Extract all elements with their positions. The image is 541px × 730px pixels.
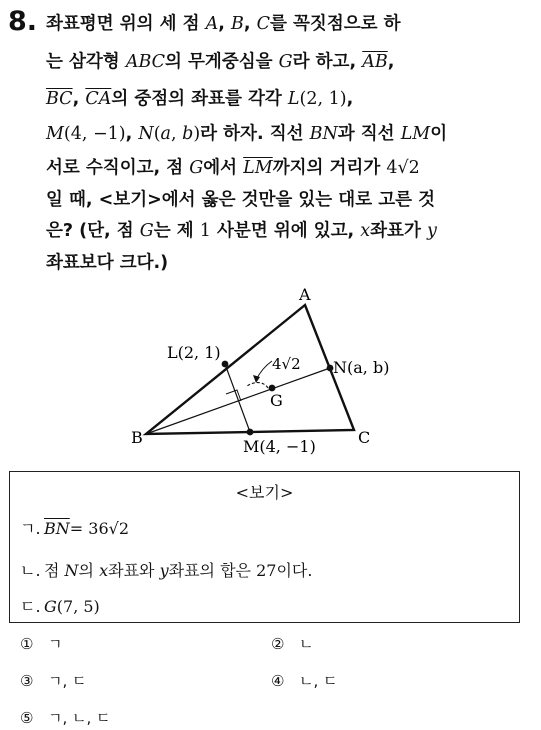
text-segment: , xyxy=(346,89,354,109)
text-segment: 은? (단, 점 xyxy=(46,221,140,241)
bogi-item-label: ㄴ. xyxy=(20,561,41,580)
math-symbol: G xyxy=(278,52,293,72)
text-segment: 의 xyxy=(78,561,100,580)
choice-text: ㄴ xyxy=(299,635,314,653)
math-symbol: L xyxy=(287,89,300,109)
point-l xyxy=(222,361,229,368)
bogi-item xyxy=(20,558,312,581)
bogi-item-label: ㄱ. xyxy=(20,519,41,538)
text-segment: 는 제 xyxy=(153,221,200,241)
math-symbol: x xyxy=(99,561,109,580)
right-angle-mark xyxy=(226,390,241,401)
text-segment: 는 삼각형 xyxy=(46,52,126,72)
math-number: (4, −1) xyxy=(63,124,126,144)
math-symbol: A xyxy=(205,14,219,34)
label-m: M(4, −1) xyxy=(243,437,316,456)
math-number: ( xyxy=(153,124,161,144)
text-segment: , xyxy=(387,52,395,72)
text-segment: , xyxy=(243,14,257,34)
distance-arc xyxy=(246,383,268,388)
choice-number: ④ xyxy=(271,672,285,690)
math-symbol: C xyxy=(256,14,271,34)
choice-text: ㄱ, ㄴ, ㄷ xyxy=(48,709,111,727)
text-segment: 좌표보다 크다.) xyxy=(46,253,169,273)
text-segment: 의 중점의 좌표를 각각 xyxy=(111,89,288,109)
math-symbol: y xyxy=(426,221,437,241)
text-segment: 를 꼭짓점으로 하 xyxy=(270,14,401,34)
choice-text: ㄱ xyxy=(48,635,63,653)
math-symbol: M xyxy=(46,124,64,144)
math-number: ) xyxy=(193,124,201,144)
text-segment: 이 xyxy=(430,124,448,144)
choice-3[interactable] xyxy=(20,670,87,691)
text-segment: , xyxy=(218,14,232,34)
label-b: B xyxy=(131,428,143,447)
text-segment: 에서 xyxy=(203,158,244,178)
point-m xyxy=(247,429,254,436)
math-number: (7, 5) xyxy=(56,597,100,616)
text-segment: 까지의 거리가 xyxy=(272,158,387,178)
label-c: C xyxy=(358,428,371,447)
math-symbol: ABC xyxy=(125,52,166,72)
text-segment: 좌표의 합은 27이다. xyxy=(168,561,313,580)
bogi-item xyxy=(20,516,129,539)
math-symbol: N xyxy=(64,561,79,580)
label-a: A xyxy=(299,285,311,304)
bogi-item xyxy=(20,594,100,617)
segment-symbol: $\overline{AB}$ xyxy=(362,52,388,72)
math-symbol: BN xyxy=(309,124,338,144)
math-symbol: N xyxy=(138,124,154,144)
choice-number: ⑤ xyxy=(20,709,34,727)
bogi-item-label: ㄷ. xyxy=(20,597,41,616)
text-segment: , xyxy=(125,124,139,144)
choice-text: ㄱ, ㄷ xyxy=(48,672,87,690)
math-number: 4√2 xyxy=(386,158,420,178)
segment-symbol: $\overline{CA}$ xyxy=(85,89,112,109)
math-number: , xyxy=(170,124,183,144)
text-segment: 좌표평면 위의 세 점 xyxy=(46,14,206,34)
choice-4[interactable] xyxy=(271,670,338,691)
choice-1[interactable] xyxy=(20,633,63,654)
label-distance: 4√2 xyxy=(272,355,301,373)
math-symbol: b xyxy=(182,124,194,144)
label-l: L(2, 1) xyxy=(167,343,221,362)
text-segment: 라 하자. 직선 xyxy=(200,124,310,144)
choice-2[interactable] xyxy=(271,633,314,654)
math-symbol: B xyxy=(231,14,244,34)
segment-symbol: $\overline{LM}$ xyxy=(243,158,273,178)
question-number: 8. xyxy=(8,6,38,37)
math-number: (2, 1) xyxy=(299,89,347,109)
math-number: 1 xyxy=(199,221,211,241)
triangle-abc xyxy=(146,305,354,434)
segment-symbol: $\overline{BC}$ xyxy=(46,89,73,109)
segment-symbol: $\overline{BN}$ xyxy=(44,519,70,538)
label-n: N(a, b) xyxy=(333,358,390,377)
bogi-box xyxy=(9,471,520,623)
text-segment: 사분면 위에 있고, xyxy=(210,221,361,241)
text-segment: 서로 수직이고, 점 xyxy=(46,158,190,178)
text-segment: 일 때, <보기>에서 옳은 것만을 있는 대로 고른 것 xyxy=(46,190,436,210)
choice-number: ③ xyxy=(20,672,34,690)
math-symbol: G xyxy=(44,597,57,616)
text-segment: 과 직선 xyxy=(337,124,401,144)
text-segment: 라 하고, xyxy=(292,52,363,72)
text-segment: 점 xyxy=(44,561,65,580)
math-symbol: G xyxy=(189,158,204,178)
choice-number: ① xyxy=(20,635,34,653)
choice-text: ㄴ, ㄷ xyxy=(299,672,338,690)
bogi-title: <보기> xyxy=(235,483,294,502)
text-segment: , xyxy=(72,89,86,109)
choice-number: ② xyxy=(271,635,285,653)
math-symbol: G xyxy=(139,221,154,241)
math-symbol: x xyxy=(360,221,371,241)
label-g: G xyxy=(270,391,283,410)
text-segment: 좌표가 xyxy=(370,221,427,241)
text-segment: 좌표와 xyxy=(108,561,160,580)
math-symbol: a xyxy=(160,124,171,144)
text-segment: 의 무게중심을 xyxy=(165,52,279,72)
choice-5[interactable] xyxy=(20,707,111,728)
math-symbol: y xyxy=(159,561,169,580)
math-symbol: LM xyxy=(400,124,431,144)
math-number: = 36√2 xyxy=(69,519,129,538)
